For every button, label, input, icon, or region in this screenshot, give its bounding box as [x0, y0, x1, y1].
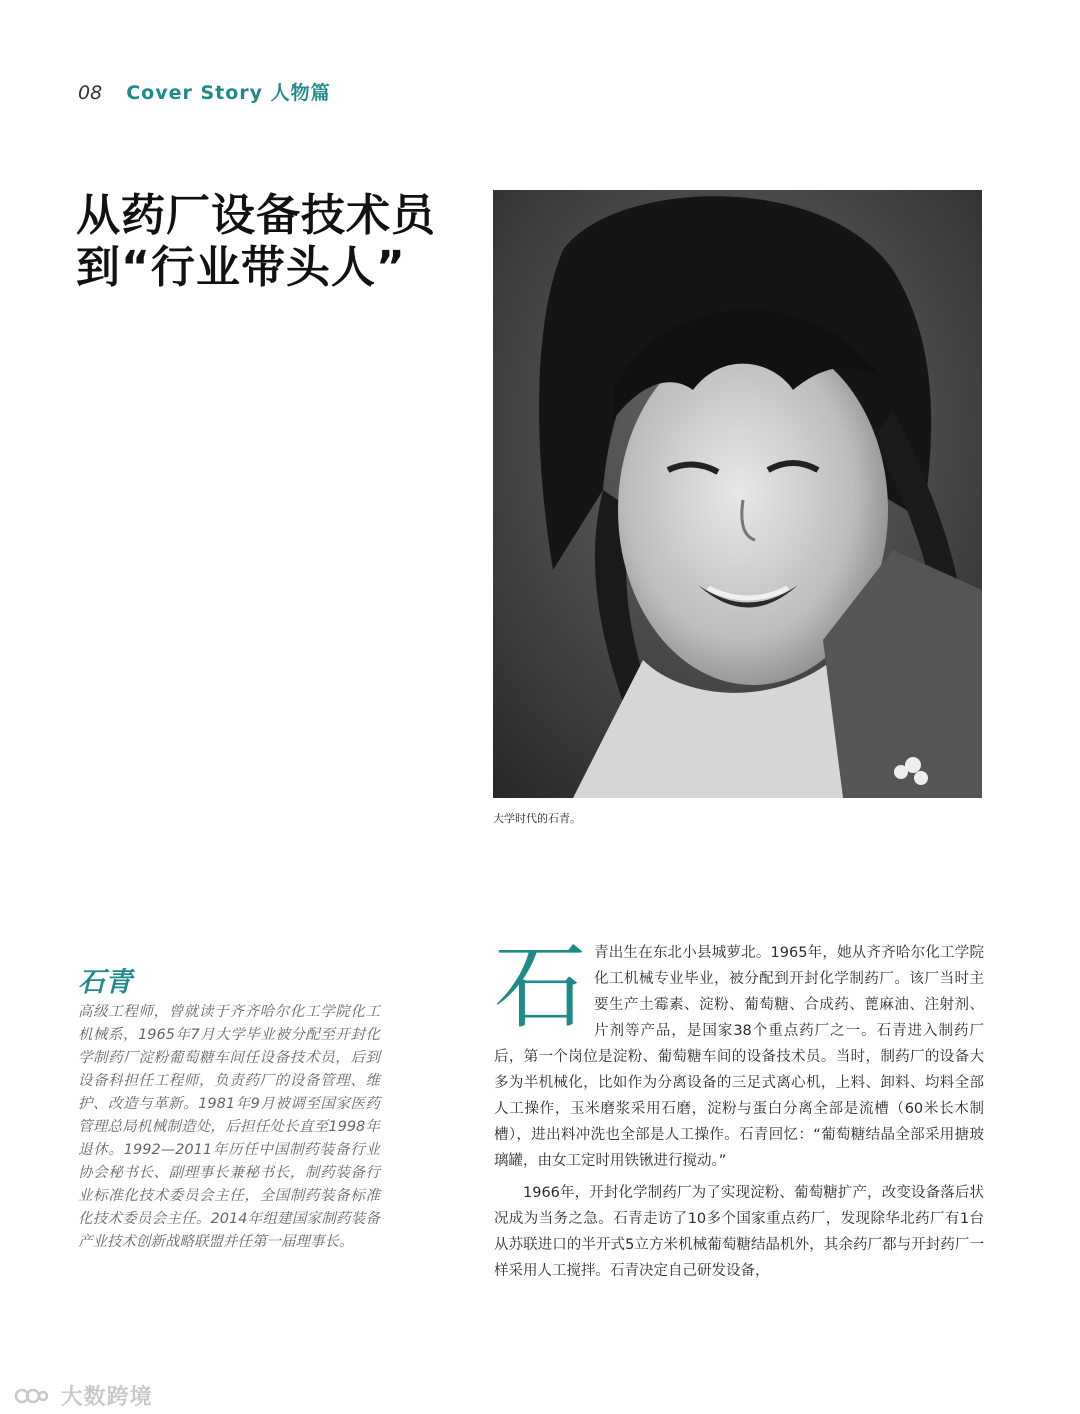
article-title — [76, 190, 436, 294]
watermark-logo-icon — [14, 1385, 48, 1407]
bio-name: 石青 — [78, 967, 132, 998]
watermark — [14, 1380, 153, 1411]
portrait-illustration — [493, 190, 982, 798]
section-label: Cover Story 人物篇 — [126, 82, 331, 104]
title-line-2: 到“行业带头人” — [76, 242, 406, 293]
bio-text: 高级工程师，曾就读于齐齐哈尔化工学院化工机械系，1965年7月大学毕业被分配至开封化学制药厂淀粉葡萄糖车间任设备技术员，后到设备科担任工程师，负责药厂的设备管理、维护、改造与革新。1981年9月被调至国家医药管理总局机械制造处，后担任处长直至1998年退休。1992—2011年历任中国制药装备行业协会秘书长、副理事长兼秘书长，制药装备行业标准化技术委员会主任，全国制药装备标准化技术委员会主任。2014年组建国家制药装备产业技术创新战略联盟并任第一届理事长。 — [78, 1004, 380, 1250]
page-number: 08 — [78, 82, 103, 104]
watermark-text: 大数跨境 — [60, 1385, 153, 1410]
portrait-photo — [493, 190, 982, 798]
article-body — [494, 934, 984, 1284]
paragraph-2: 1966年，开封化学制药厂为了实现淀粉、葡萄糖扩产，改变设备落后状况成为当务之急。石青走访了10多个国家重点药厂，发现除华北药厂有1台从苏联进口的半开式5立方米机械葡萄糖结晶机外，其余药厂都与开封药厂一样采用人工搅拌。石青决定自己研发设备， — [494, 1185, 984, 1279]
title-line-1: 从药厂设备技术员 — [76, 190, 436, 241]
drop-cap: 石 — [494, 934, 587, 1041]
page-header — [78, 78, 331, 105]
photo-caption: 大学时代的石青。 — [493, 812, 581, 825]
paragraph-1: 青出生在东北小县城萝北。1965年，她从齐齐哈尔化工学院化工机械专业毕业，被分配到开封化学制药厂。该厂当时主要生产土霉素、淀粉、葡萄糖、合成药、蓖麻油、注射剂、片剂等产品，是国家38个重点药厂之一。石青进入制药厂后，第一个岗位是淀粉、葡萄糖车间的设备技术员。当时，制药厂的设备大多为半机械化，比如作为分离设备的三足式离心机，上料、卸料、均料全部人工操作，玉米磨浆采用石磨，淀粉与蛋白分离全部是流槽（60米长木制槽），进出料冲洗也全部是人工操作。石青回忆：“葡萄糖结晶全部采用搪玻璃罐，由女工定时用铁锹进行搅动。” — [494, 945, 984, 1169]
